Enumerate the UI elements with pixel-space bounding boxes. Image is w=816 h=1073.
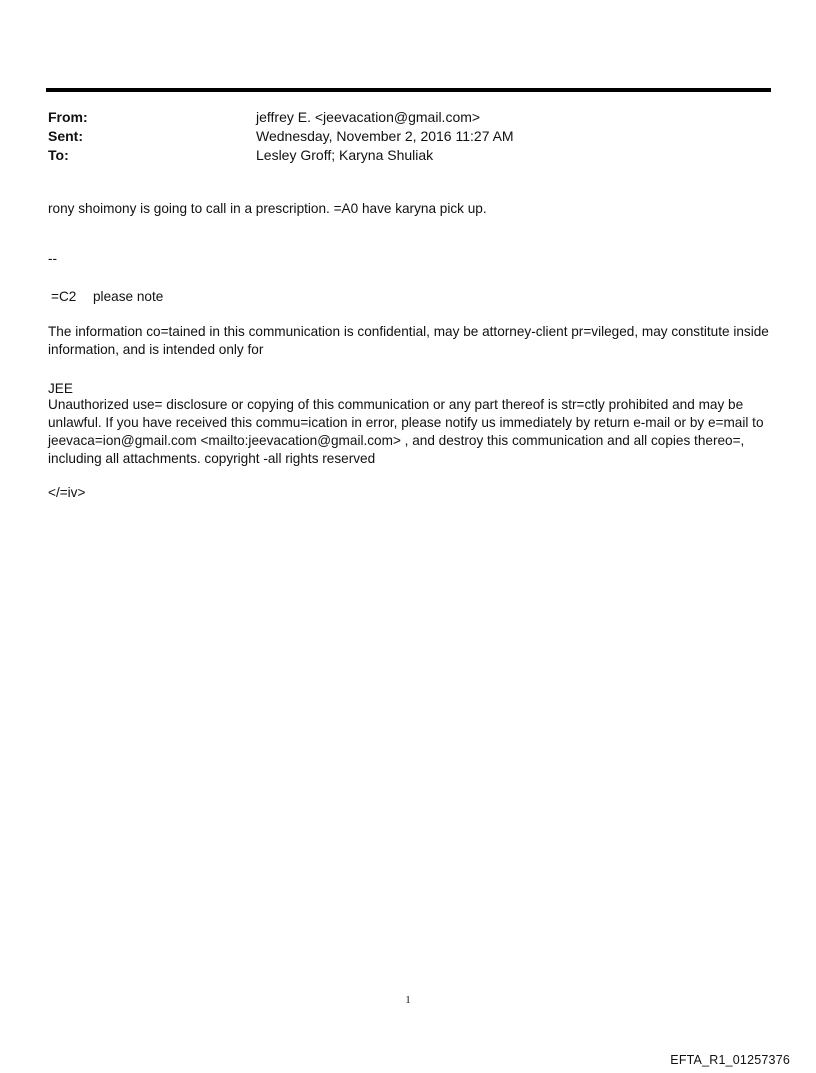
document-id: EFTA_R1_01257376 <box>670 1053 790 1067</box>
unauthorized-use-notice: Unauthorized use= disclosure or copying of this communication or any part thereof is str=ctly prohibited and may be unlawful. If you have received this commu=ication in error, please notify us immediately by return e-mail or by e=mail to jeevaca=ion@gmail.com <mailto:jeevacation@gmail.com> , and destroy this communication and all copies thereo=, including all attachments. copyright -all rights reserved <box>48 397 764 466</box>
to-value: Lesley Groff; Karyna Shuliak <box>256 147 434 163</box>
to-label: To: <box>48 147 69 163</box>
note-line <box>48 288 773 306</box>
from-label: From: <box>48 109 88 125</box>
to-row <box>48 146 768 165</box>
jee-line: JEE <box>48 381 73 396</box>
from-value: jeffrey E. <jeevacation@gmail.com> <box>256 109 481 125</box>
note-code: =C2 <box>51 289 77 304</box>
signature-separator: -- <box>48 251 58 266</box>
email-header <box>48 108 768 165</box>
closing-tag-text: </=iv> <box>48 485 86 500</box>
message-line: rony shoimony is going to call in a prescription. =A0 have karyna pick up. <box>48 201 487 216</box>
sent-label: Sent: <box>48 128 83 144</box>
from-row <box>48 108 768 127</box>
note-text: please note <box>93 289 164 304</box>
sent-value: Wednesday, November 2, 2016 11:27 AM <box>256 128 514 144</box>
page-number: 1 <box>405 994 411 1006</box>
confidentiality-notice: The information co=tained in this communication is confidential, may be attorney-client pr=vileged, may constitute inside information, and is intended only for <box>48 324 769 357</box>
header-divider <box>46 88 771 92</box>
sent-row <box>48 127 768 146</box>
